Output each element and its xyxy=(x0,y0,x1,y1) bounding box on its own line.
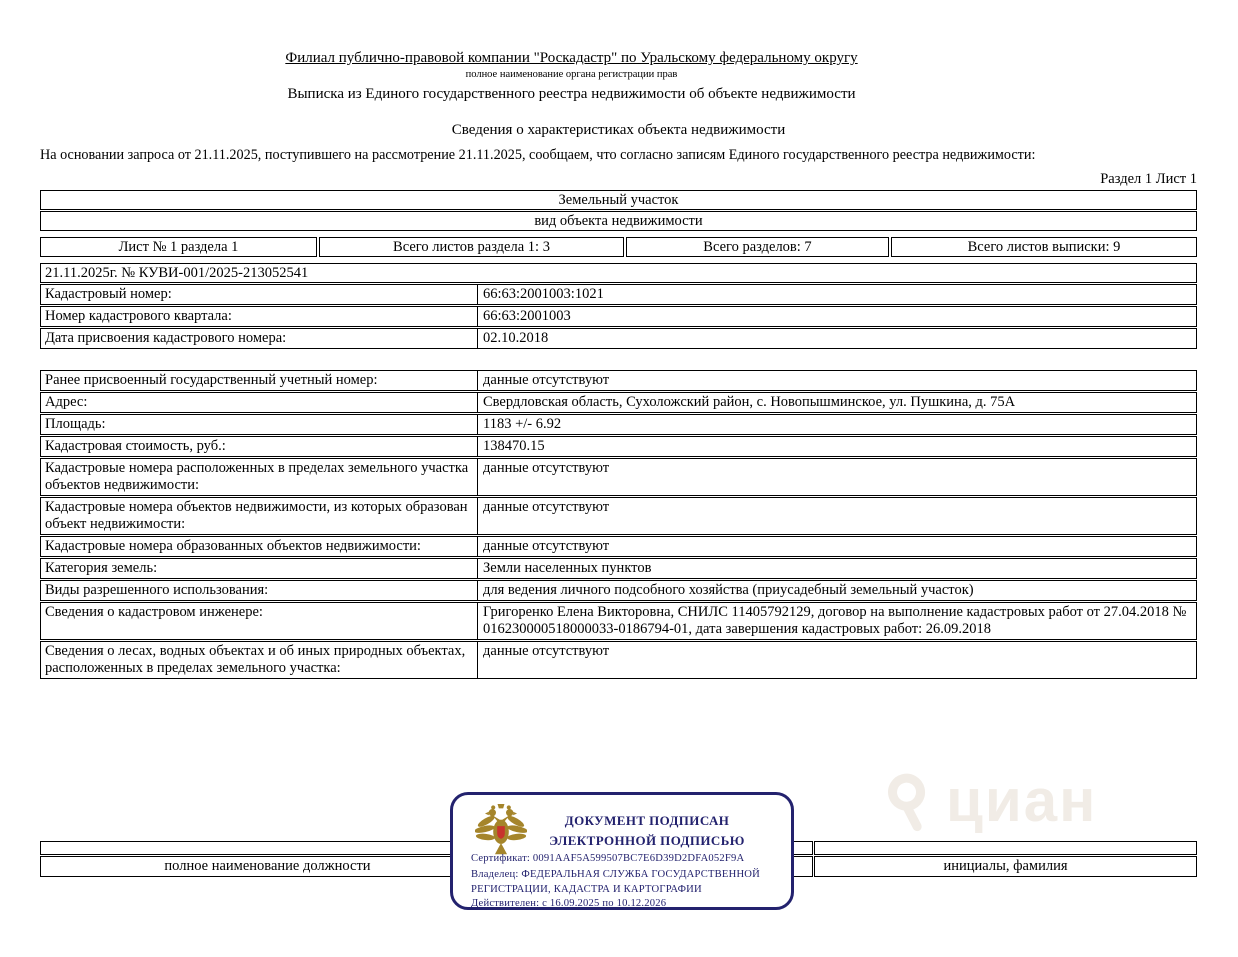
row-label: Кадастровый номер: xyxy=(41,285,478,304)
sheet-number-cell: Лист № 1 раздела 1 xyxy=(40,237,317,257)
table-row xyxy=(40,580,1197,601)
object-type-value: Земельный участок xyxy=(40,190,1197,210)
authority-caption: полное наименование органа регистрации прав xyxy=(465,69,678,80)
table-row xyxy=(40,641,1197,679)
row-label: Сведения о кадастровом инженере: xyxy=(41,603,478,639)
row-value: 138470.15 xyxy=(483,438,545,454)
table-row xyxy=(40,536,1197,557)
watermark-text: циан xyxy=(946,767,1098,834)
stamp-validity: Действителен: с 16.09.2025 по 10.12.2026 xyxy=(471,898,667,909)
section-page-marker: Раздел 1 Лист 1 xyxy=(1100,171,1197,187)
name-label-cell: инициалы, фамилия xyxy=(814,856,1197,877)
object-type-caption: вид объекта недвижимости xyxy=(40,211,1197,231)
signature-empty-cell xyxy=(40,841,495,855)
stamp-certificate: Сертификат: 0091AAF5A599507BC7E6D39D2DFA052F9A xyxy=(471,853,745,864)
row-value: для ведения личного подсобного хозяйства (приусадебный земельный участок) xyxy=(483,582,974,598)
sheets-summary-row xyxy=(40,237,1197,257)
position-label-cell: полное наименование должности xyxy=(40,856,495,877)
row-label: Площадь: xyxy=(41,415,478,434)
row-value: 66:63:2001003:1021 xyxy=(483,286,604,302)
extract-sheets-total-cell: Всего листов выписки: 9 xyxy=(891,237,1197,257)
stamp-owner-line1: Владелец: ФЕДЕРАЛЬНАЯ СЛУЖБА ГОСУДАРСТВЕННОЙ xyxy=(471,869,760,880)
row-label: Кадастровые номера расположенных в пределах земельного участка объектов недвижимости: xyxy=(41,459,478,495)
table-row xyxy=(40,602,1197,640)
row-label: Ранее присвоенный государственный учетный номер: xyxy=(41,371,478,390)
row-value: данные отсутствуют xyxy=(483,460,610,476)
table-row xyxy=(40,370,1197,391)
map-pin-icon xyxy=(880,766,938,836)
table-row xyxy=(40,284,1197,305)
table-row xyxy=(40,328,1197,349)
coat-of-arms-eagle-icon xyxy=(475,802,527,858)
row-value: 1183 +/- 6.92 xyxy=(483,416,562,432)
row-label: Кадастровые номера образованных объектов недвижимости: xyxy=(41,537,478,556)
document-title: Выписка из Единого государственного реестра недвижимости об объекте недвижимости xyxy=(287,86,856,102)
row-value: данные отсутствуют xyxy=(483,643,610,659)
row-label: Кадастровая стоимость, руб.: xyxy=(41,437,478,456)
row-value: 66:63:2001003 xyxy=(483,308,571,324)
row-label: Категория земель: xyxy=(41,559,478,578)
row-value: данные отсутствуют xyxy=(483,538,610,554)
row-value: Григоренко Елена Викторовна, СНИЛС 11405792129, договор на выполнение кадастровых работ от 27.04.2018 № 016230000518000033-0186794-01, дата завершения кадастровых работ: 26.09.2018 xyxy=(483,604,1187,637)
table-row xyxy=(40,306,1197,327)
row-value: данные отсутствуют xyxy=(483,372,610,388)
stamp-title-line2: ЭЛЕКТРОННОЙ ПОДПИСЬЮ xyxy=(549,833,745,848)
row-label: Кадастровые номера объектов недвижимости, из которых образован объект недвижимости: xyxy=(41,498,478,534)
table-row xyxy=(40,558,1197,579)
section-sheets-total-cell: Всего листов раздела 1: 3 xyxy=(319,237,624,257)
digital-signature-stamp xyxy=(450,792,794,910)
row-value: Земли населенных пунктов xyxy=(483,560,652,576)
row-label: Адрес: xyxy=(41,393,478,412)
registration-authority-name: Филиал публично-правовой компании "Роскадастр" по Уральскому федеральному округу xyxy=(285,50,858,66)
table-row xyxy=(40,497,1197,535)
row-label: Сведения о лесах, водных объектах и об иных природных объектах, расположенных в пределах земельного участка: xyxy=(41,642,478,678)
row-label: Номер кадастрового квартала: xyxy=(41,307,478,326)
request-intro-line: На основании запроса от 21.11.2025, поступившего на рассмотрение 21.11.2025, сообщаем, что согласно записям Единого государственного реестра недвижимости: xyxy=(40,147,1036,163)
table-gap xyxy=(40,349,1197,369)
row-label: Виды разрешенного использования: xyxy=(41,581,478,600)
tables-block xyxy=(40,190,1197,679)
row-value: 02.10.2018 xyxy=(483,330,549,346)
cian-watermark xyxy=(880,766,1097,836)
request-number-row: 21.11.2025г. № КУВИ-001/2025-213052541 xyxy=(40,263,1197,283)
table-row xyxy=(40,392,1197,413)
table-row xyxy=(40,458,1197,496)
sections-total-cell: Всего разделов: 7 xyxy=(626,237,889,257)
stamp-title-line1: ДОКУМЕНТ ПОДПИСАН xyxy=(564,813,730,828)
document-header xyxy=(40,50,1103,103)
row-value: данные отсутствуют xyxy=(483,499,610,515)
stamp-owner-line2: РЕГИСТРАЦИИ, КАДАСТРА И КАРТОГРАФИИ xyxy=(471,884,702,895)
table-row xyxy=(40,414,1197,435)
signature-empty-cell xyxy=(814,841,1197,855)
section-title: Сведения о характеристиках объекта недвижимости xyxy=(451,122,786,138)
row-value: Свердловская область, Сухоложский район, с. Новопышминское, ул. Пушкина, д. 75А xyxy=(483,394,1016,410)
row-label: Дата присвоения кадастрового номера: xyxy=(41,329,478,348)
table-row xyxy=(40,436,1197,457)
